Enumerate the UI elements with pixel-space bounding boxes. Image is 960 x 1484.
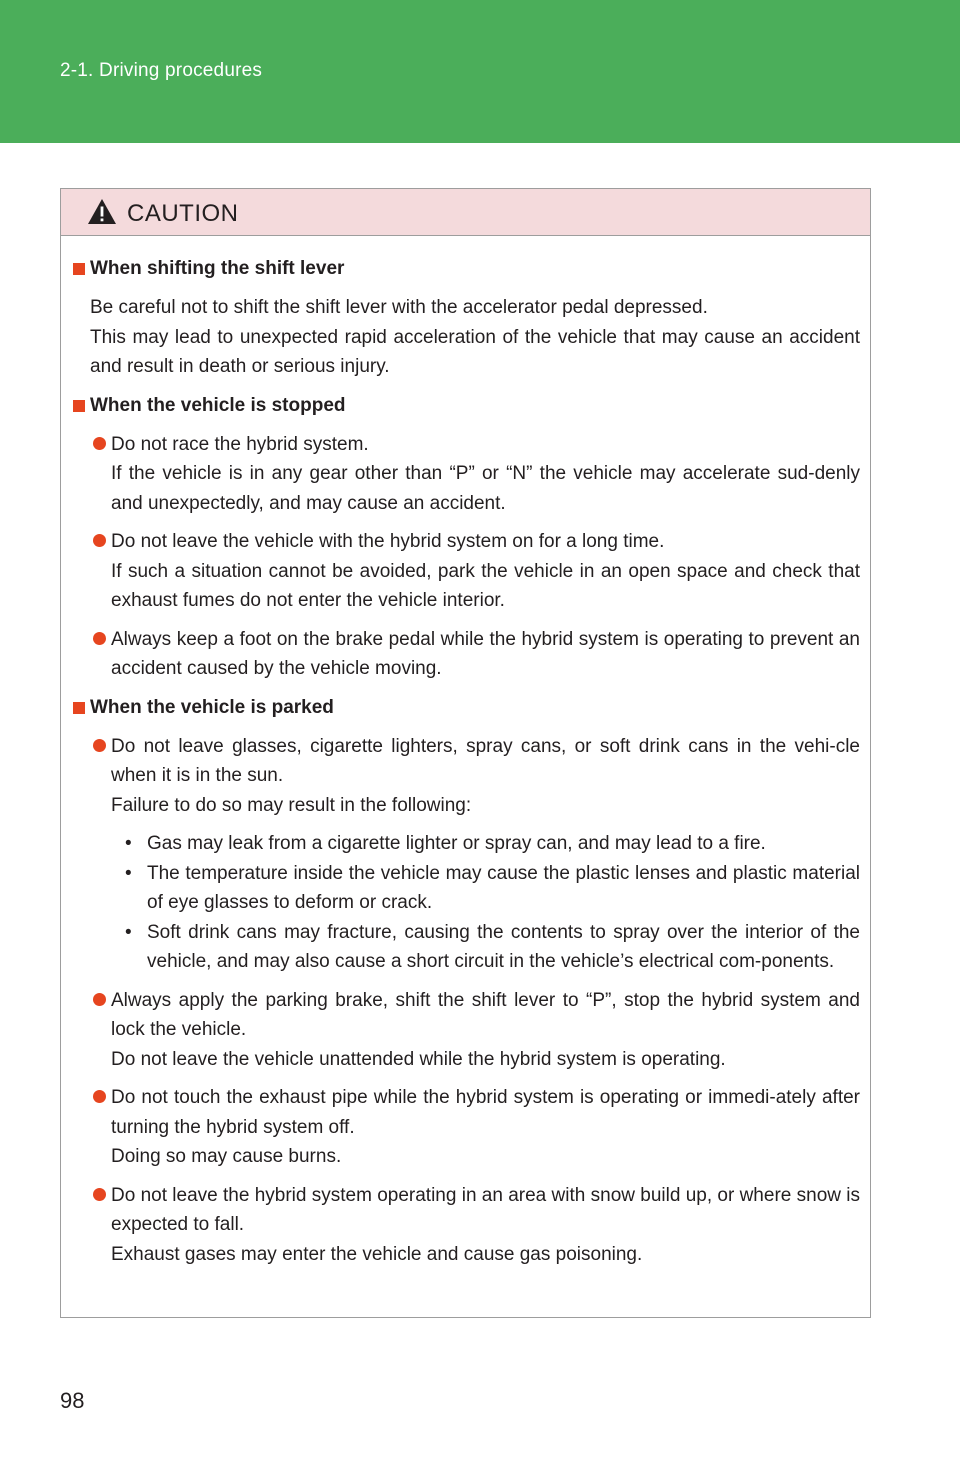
sub-list-item: [111, 918, 860, 977]
bullet-line: Do not touch the exhaust pipe while the hybrid system is operating or immedi-ately after turning the hybrid system off.: [111, 1087, 860, 1138]
page-number: 98: [60, 1388, 85, 1413]
caution-body: [61, 236, 870, 1269]
section-stopped: [73, 391, 860, 684]
section-shifting: [73, 254, 860, 382]
bullet-line: Do not leave glasses, cigarette lighters, spray cans, or soft drink cans in the vehi-cle when it is in the sun.: [111, 735, 860, 786]
bullet-dot-icon: [93, 739, 106, 752]
caution-header: [61, 189, 870, 236]
section-heading: [73, 693, 860, 723]
sub-bullet-mark: •: [125, 833, 132, 854]
section-heading: [73, 391, 860, 421]
caution-box: [60, 188, 871, 1318]
paragraph: This may lead to unexpected rapid acceleration of the vehicle that may cause an accident and result in death or serious injury.: [90, 326, 860, 377]
section-heading-text: When shifting the shift lever: [90, 258, 345, 279]
bullet-dot-icon: [93, 632, 106, 645]
sub-bullet-mark: •: [125, 921, 132, 943]
bullet-line: Always keep a foot on the brake pedal while the hybrid system is operating to prevent an accident caused by the vehicle moving.: [111, 628, 860, 679]
bullet-item: [73, 732, 860, 821]
section-title: 2-1. Driving procedures: [60, 60, 263, 81]
sub-item-text: The temperature inside the vehicle may cause the plastic lenses and plastic material of eye glasses to deform or crack.: [147, 862, 860, 913]
bullet-dot-icon: [93, 1188, 106, 1201]
bullet-line: Do not leave the vehicle with the hybrid system on for a long time.: [111, 531, 665, 552]
square-bullet-icon: [73, 400, 85, 412]
bullet-line: Exhaust gases may enter the vehicle and cause gas poisoning.: [111, 1243, 643, 1265]
bullet-item: [73, 527, 860, 616]
section-heading-text: When the vehicle is parked: [90, 696, 334, 718]
bullet-item: [73, 625, 860, 684]
bullet-line: Do not race the hybrid system.: [111, 433, 369, 455]
sub-bullet-mark: •: [125, 862, 132, 884]
paragraph: Be careful not to shift the shift lever with the accelerator pedal depressed.: [90, 297, 708, 318]
bullet-dot-icon: [93, 534, 106, 547]
header-band: [0, 0, 960, 143]
bullet-line: Doing so may cause burns.: [111, 1146, 342, 1167]
bullet-dot-icon: [93, 437, 106, 450]
bullet-item: [73, 1083, 860, 1172]
warning-triangle-icon: [87, 198, 117, 225]
sub-list: [73, 829, 860, 977]
square-bullet-icon: [73, 702, 85, 714]
square-bullet-icon: [73, 263, 85, 275]
bullet-item: [73, 1181, 860, 1270]
bullet-dot-icon: [93, 1090, 106, 1103]
bullet-item: [73, 986, 860, 1075]
bullet-dot-icon: [93, 993, 106, 1006]
section-heading: [73, 254, 860, 284]
sub-item-text: Soft drink cans may fracture, causing the contents to spray over the interior of the vehicle, and may also cause a short circuit in the vehicle’s electrical com-ponents.: [147, 921, 860, 972]
bullet-line: Do not leave the hybrid system operating in an area with snow build up, or where snow is expected to fall.: [111, 1184, 860, 1235]
section-parked: [73, 693, 860, 1270]
bullet-line: If the vehicle is in any gear other than “P” or “N” the vehicle may accelerate sud-denly and unexpectedly, and may cause an accident.: [111, 463, 860, 514]
bullet-item: [73, 430, 860, 519]
sub-list-item: [111, 859, 860, 918]
sub-item-text: Gas may leak from a cigarette lighter or spray can, and may lead to a fire.: [147, 833, 766, 854]
sub-list-item: [111, 829, 860, 859]
bullet-line: Always apply the parking brake, shift the shift lever to “P”, stop the hybrid system and lock the vehicle.: [111, 989, 860, 1040]
caution-label: CAUTION: [127, 200, 239, 227]
bullet-line: Do not leave the vehicle unattended while the hybrid system is operating.: [111, 1048, 726, 1070]
bullet-line: Failure to do so may result in the following:: [111, 794, 472, 816]
bullet-line: If such a situation cannot be avoided, park the vehicle in an open space and check that exhaust fumes do not enter the vehicle interior.: [111, 560, 860, 611]
section-heading-text: When the vehicle is stopped: [90, 394, 346, 416]
